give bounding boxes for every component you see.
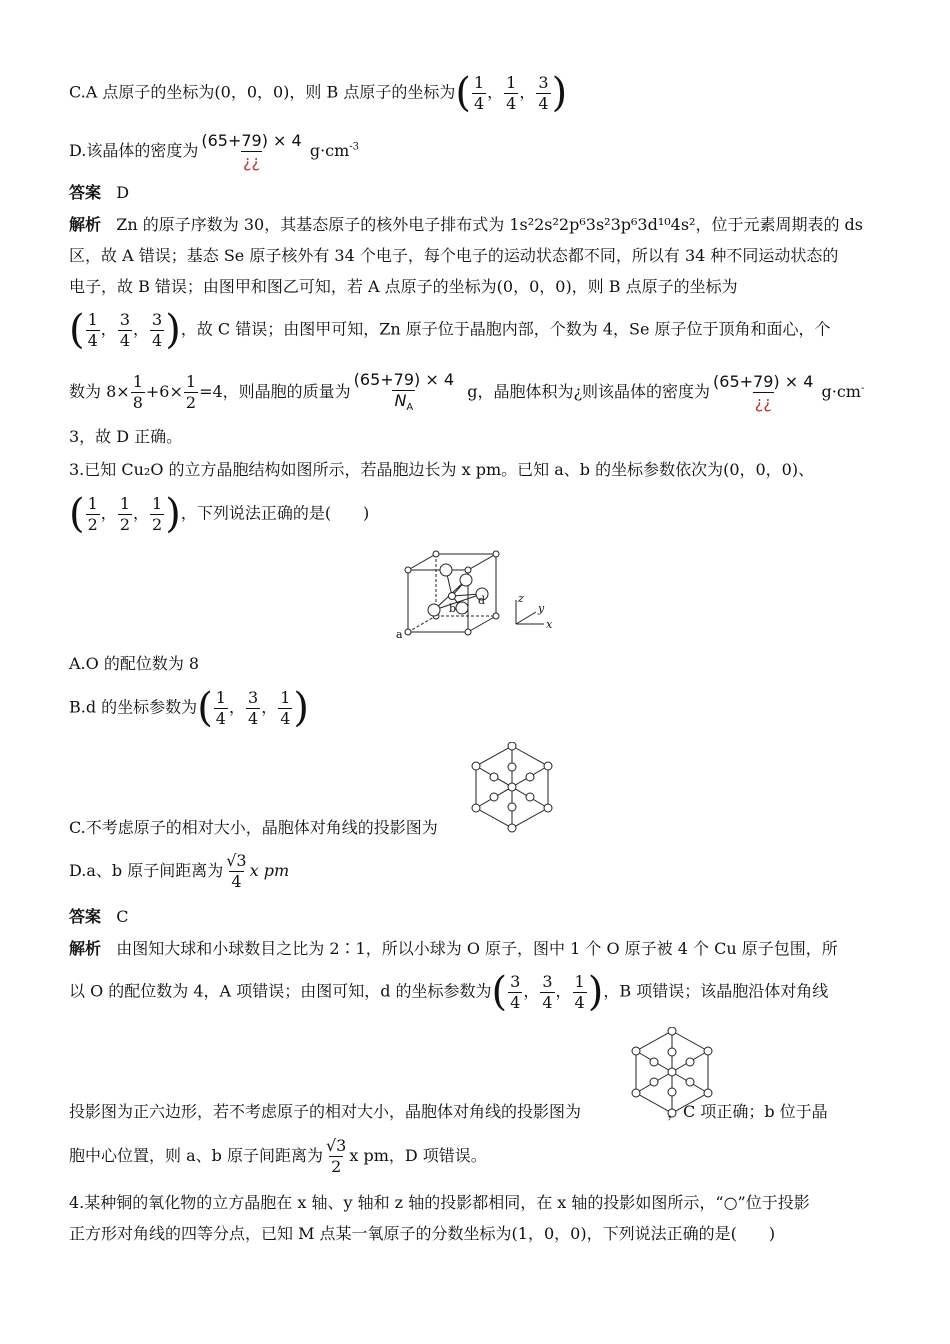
paren-close: ) <box>165 491 181 537</box>
answer-label: 答案 <box>69 183 102 202</box>
frac-den: 4 <box>119 330 130 350</box>
mass-fraction <box>352 372 456 413</box>
frac-den: 4 <box>542 992 553 1012</box>
frac-num: 3 <box>510 971 521 991</box>
frac-den: 2 <box>152 514 163 534</box>
q2-option-c: C.A 点原子的坐标为(0，0，0)，则 B 点原子的坐标为( $\frac{1}{4}$ ， $\frac{1}{4}$ ， $\frac{3}{4}$ ) <box>69 70 568 116</box>
fraction <box>246 687 260 728</box>
fraction <box>118 309 132 350</box>
fraction <box>150 493 164 534</box>
q4-stem-2 <box>69 1223 775 1245</box>
unit-exp: - <box>860 382 865 394</box>
explanation-text: 投影图为正六边形，若不考虑原子的相对大小，晶胞体对角线的投影图为 <box>69 1102 582 1121</box>
frac-den: ¿¿ <box>243 152 261 171</box>
explanation-text: 由图知大球和小球数目之比为 2∶1，所以小球为 O 原子，图中 1 个 O 原子被 4 个 Cu 原子包围，所 <box>116 939 838 958</box>
label-a: a <box>396 628 403 640</box>
frac-num: 1 <box>215 687 226 707</box>
avogadro-sub: A <box>406 402 414 414</box>
frac-num: 1 <box>152 493 163 513</box>
paren-open: ( <box>455 70 471 116</box>
frac-num: 3 <box>542 971 553 991</box>
q2-explanation-3 <box>69 276 738 298</box>
frac-num: 1 <box>280 687 291 707</box>
frac-num: √3 <box>325 1136 347 1155</box>
fraction <box>131 374 145 411</box>
avogadro-symbol: N <box>394 391 407 410</box>
explanation-text: 数为 8× <box>69 382 130 402</box>
explanation-text: 电子，故 B 错误；由图甲和图乙可知，若 A 点原子的坐标为(0，0，0)，则 B 点原子的坐标为 <box>69 277 738 296</box>
q2-answer <box>69 182 129 204</box>
explanation-text: g，晶胞体积为¿则该晶体的密度为 <box>467 382 711 402</box>
explanation-label: 解析 <box>69 939 102 958</box>
q2-option-d-text: D.该晶体的密度为 <box>69 141 199 160</box>
frac-num: 1 <box>473 72 485 92</box>
explanation-text: ，B 项错误；该晶胞沿体对角线 <box>603 981 829 1001</box>
explanation-text: 区，故 A 错误；基态 Se 原子核外有 34 个电子，每个电子的运动状态都不同，所以有 34 种不同运动状态的 <box>69 246 839 265</box>
frac-num: 1 <box>185 372 197 392</box>
fraction <box>86 493 100 534</box>
q3-explanation-2: 以 O 的配位数为 4，A 项错误；由图可知，d 的坐标参数为( $\frac{3}{4}$ ， $\frac{3}{4}$ ， $\frac{1}{4}$ )，B 项错误；该晶胞沿体对角线 <box>69 969 829 1015</box>
frac-den: 4 <box>248 708 259 728</box>
density-fraction <box>711 374 815 411</box>
frac-num: 1 <box>574 971 585 991</box>
option-text: x pm <box>249 861 290 880</box>
explanation-text: Zn 的原子序数为 30，其基态原子的核外电子排布式为 1s²2s²2p⁶3s²3p⁶3d¹⁰4s²，位于元素周期表的 ds <box>116 215 864 234</box>
question-text: 3.已知 Cu₂O 的立方晶胞结构如图所示，若晶胞边长为 x pm。已知 a、b 的坐标参数依次为(0，0，0)、 <box>69 460 815 479</box>
fraction <box>508 971 522 1012</box>
paren-open: ( <box>197 685 213 731</box>
frac-den: 2 <box>87 514 98 534</box>
q3-option-a <box>69 653 199 675</box>
fraction <box>472 72 486 113</box>
unit-exp: -3 <box>349 141 360 153</box>
option-text: D.a、b 原子间距离为 <box>69 861 224 880</box>
paren-close: ) <box>587 969 604 1015</box>
q2-explanation-2 <box>69 245 838 267</box>
fraction <box>536 72 550 113</box>
option-text: A.O 的配位数为 8 <box>69 654 200 673</box>
frac-num: 3 <box>119 309 130 329</box>
paren-open: ( <box>491 969 508 1015</box>
q2-explanation-5 <box>69 372 864 413</box>
label-d: d <box>478 594 486 607</box>
frac-den: 4 <box>506 93 517 113</box>
frac-den <box>392 390 415 413</box>
fraction <box>573 971 587 1012</box>
frac-den: 4 <box>473 93 485 113</box>
q3-stem-2: ( $\frac{1}{2}$ ， $\frac{1}{2}$ ， $\frac{1}{2}$ )，下列说法正确的是( ) <box>69 491 370 537</box>
fraction <box>86 309 100 350</box>
q3-answer <box>69 906 129 928</box>
frac-den: 2 <box>119 514 130 534</box>
question-text: ，下列说法正确的是( ) <box>180 503 370 523</box>
option-text: C.不考虑原子的相对大小，晶胞体对角线的投影图为 <box>69 818 438 837</box>
question-text: 正方形对角线的四等分点，已知 M 点某一氧原子的分数坐标为(1，0，0)，下列说法正确的是( ) <box>69 1224 776 1243</box>
frac-den: 2 <box>331 1157 342 1176</box>
q2-explanation-1 <box>69 214 863 236</box>
paren-close: ) <box>551 70 568 116</box>
frac-num: 3 <box>152 309 163 329</box>
frac-num: 1 <box>132 372 143 392</box>
option-text: B.d 的坐标参数为 <box>69 697 198 717</box>
label-b: b <box>449 602 457 615</box>
unit: g·cm <box>309 141 350 160</box>
q3-explanation-3 <box>69 1101 828 1123</box>
fraction <box>504 72 518 113</box>
q3-explanation-1 <box>69 938 838 960</box>
frac-den: ¿¿ <box>754 393 772 413</box>
fraction <box>184 374 198 411</box>
paren-close: ) <box>293 685 309 731</box>
frac-num: 1 <box>87 309 98 329</box>
frac-den: 4 <box>231 872 242 891</box>
paren-open: ( <box>69 491 85 537</box>
paren-open: ( <box>69 307 85 353</box>
frac-den: 4 <box>87 330 98 350</box>
frac-num: √3 <box>226 851 247 870</box>
frac-den: 4 <box>280 708 291 728</box>
fraction <box>324 1138 348 1175</box>
fraction <box>118 493 132 534</box>
frac-num: 3 <box>248 687 259 707</box>
q3-option-c <box>69 817 438 839</box>
q2-option-d <box>69 133 359 170</box>
frac-num: 1 <box>87 493 98 513</box>
q3-explanation-4 <box>69 1138 487 1175</box>
q3-option-d <box>69 853 289 890</box>
q4-stem-1 <box>69 1192 810 1214</box>
unit: g·cm <box>821 382 861 402</box>
cu2o-unit-cell-figure <box>396 548 560 640</box>
axis-z: z <box>518 592 524 605</box>
fraction <box>278 687 292 728</box>
explanation-text: x pm，D 项错误。 <box>349 1146 487 1165</box>
q2-explanation-4: ( $\frac{1}{4}$ ， $\frac{3}{4}$ ， $\frac{3}{4}$ )，故 C 错误；由图甲可知，Zn 原子位于晶胞内部，个数为 4，Se 原子位于顶角和面心，个 <box>69 307 831 353</box>
explanation-text: ，C 项正确；b 位于晶 <box>667 1102 828 1121</box>
q2-option-c-text: C.A 点原子的坐标为(0，0，0)，则 B 点原子的坐标为 <box>69 82 456 102</box>
frac-den: 4 <box>215 708 226 728</box>
frac-num: 1 <box>506 72 517 92</box>
density-fraction <box>199 133 303 170</box>
q3-stem-1 <box>69 459 814 481</box>
fraction <box>224 853 248 890</box>
fraction <box>540 971 554 1012</box>
explanation-label: 解析 <box>69 215 102 234</box>
frac-den: 4 <box>510 992 521 1012</box>
explanation-text: 3，故 D 正确。 <box>69 427 183 446</box>
question-text: 4.某种铜的氧化物的立方晶胞在 x 轴、y 轴和 z 轴的投影都相同，在 x 轴的投影如图所示，“○”位于投影 <box>69 1193 810 1212</box>
explanation-text: ，故 C 错误；由图甲可知，Zn 原子位于晶胞内部，个数为 4，Se 原子位于顶角和面心，个 <box>180 319 831 339</box>
hexagon-projection-figure <box>470 742 554 834</box>
explanation-text: 胞中心位置，则 a、b 原子间距离为 <box>69 1146 323 1165</box>
frac-num: (65+79) × 4 <box>201 131 302 150</box>
frac-num: (65+79) × 4 <box>353 370 455 389</box>
frac-den: 4 <box>152 330 163 350</box>
fraction <box>150 309 164 350</box>
frac-den: 4 <box>574 992 585 1012</box>
explanation-text: +6× <box>145 382 183 402</box>
answer-value: D <box>116 183 130 202</box>
q3-option-b: B.d 的坐标参数为( $\frac{1}{4}$ ， $\frac{3}{4}$ ， $\frac{1}{4}$ ) <box>69 685 309 731</box>
axis-x: x <box>546 618 553 631</box>
explanation-text: 以 O 的配位数为 4，A 项错误；由图可知，d 的坐标参数为 <box>69 981 492 1001</box>
axis-y: y <box>538 602 545 615</box>
frac-num: 1 <box>119 493 130 513</box>
frac-den: 8 <box>132 393 143 413</box>
frac-num: (65+79) × 4 <box>713 372 814 392</box>
paren-close: ) <box>165 307 181 353</box>
explanation-text: =4，则晶胞的质量为 <box>199 382 351 402</box>
q2-explanation-6 <box>69 426 182 448</box>
fraction <box>214 687 228 728</box>
answer-value: C <box>116 907 129 926</box>
answer-label: 答案 <box>69 907 102 926</box>
frac-num: 3 <box>538 72 549 92</box>
frac-den: 2 <box>185 393 197 413</box>
frac-den: 4 <box>538 93 549 113</box>
